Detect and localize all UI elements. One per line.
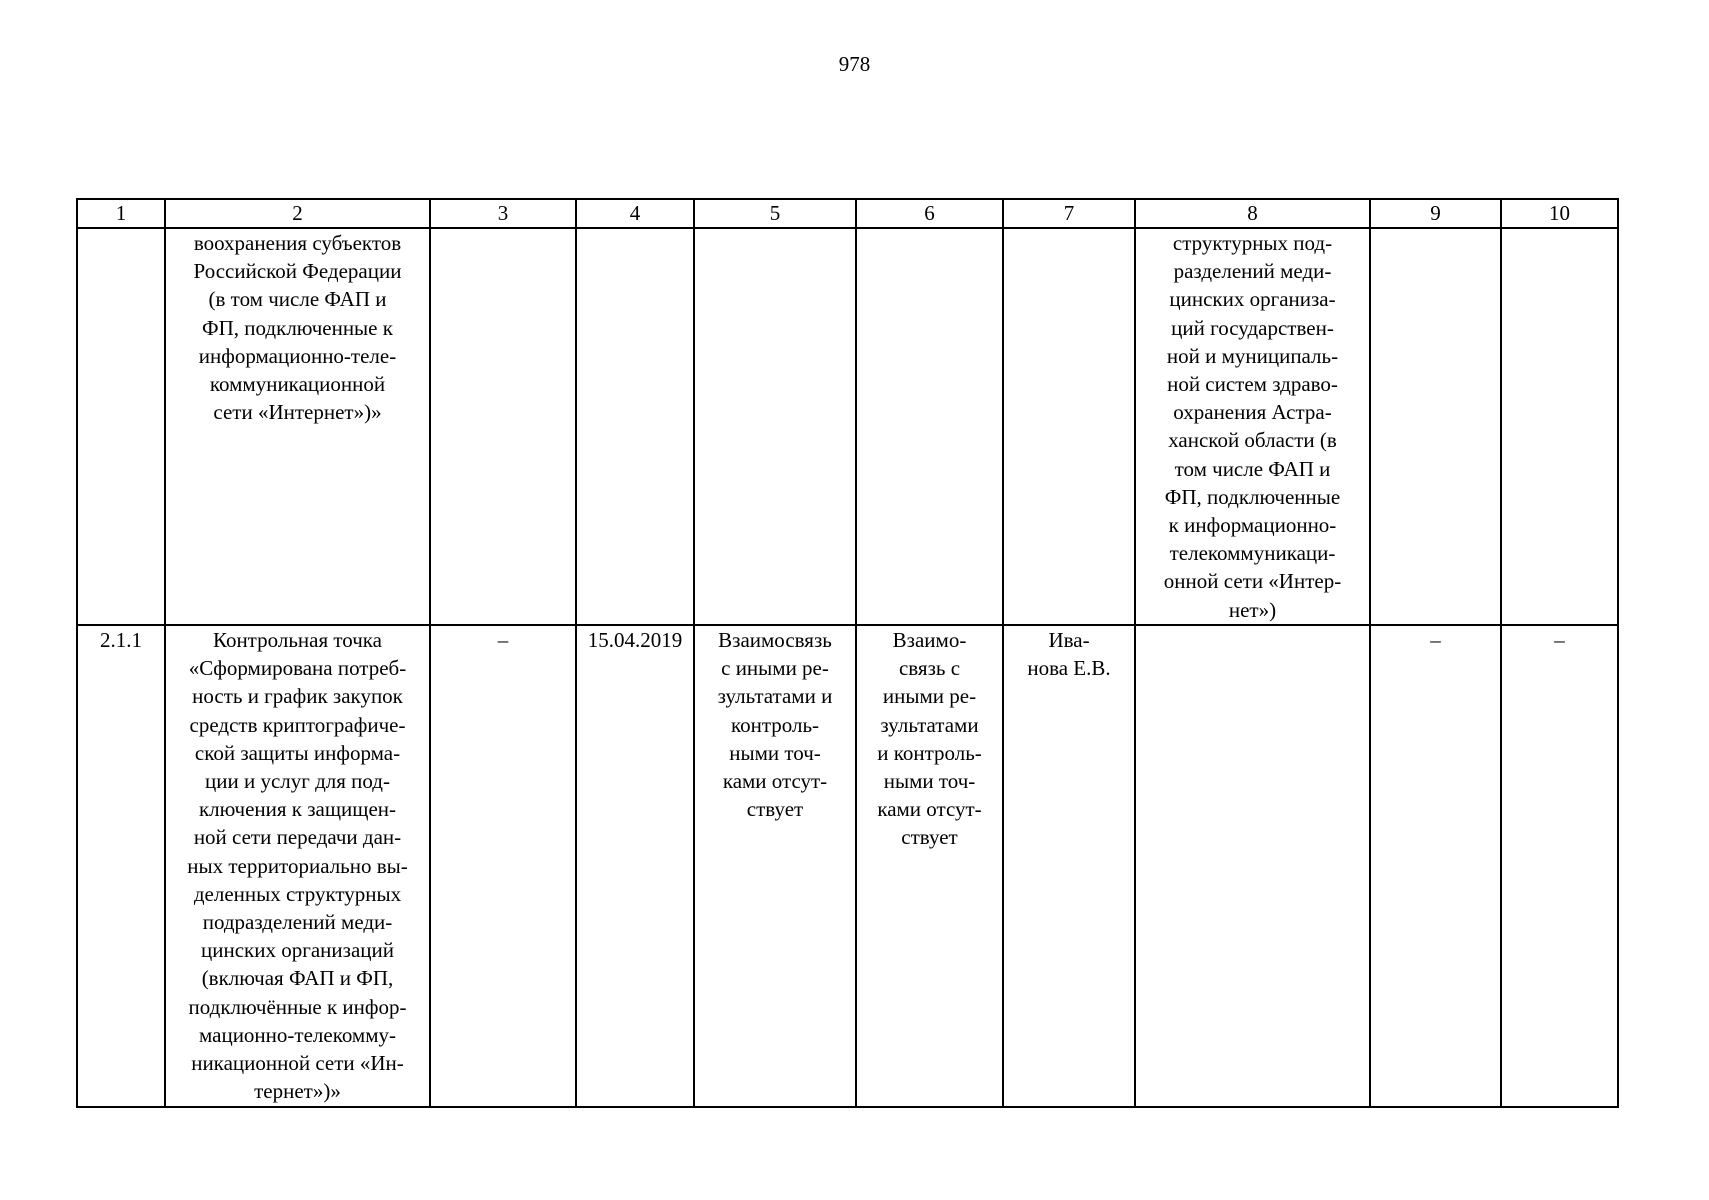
row-number-cell — [77, 228, 165, 625]
header-cell-2: 2 — [165, 199, 430, 228]
responsible-cell: Ива- нова Е.В. — [1003, 625, 1135, 1107]
table-cell — [856, 228, 1003, 625]
description-cell: воохранения субъектов Российской Федерации (в том числе ФАП и ФП, подключенные к информационно-теле- коммуникационной сети «Интернет»)» — [165, 228, 430, 625]
header-cell-7: 7 — [1003, 199, 1135, 228]
header-cell-9: 9 — [1370, 199, 1501, 228]
table-cell: – — [430, 625, 576, 1107]
table-cell: – — [1501, 625, 1618, 1107]
responsible-cell — [1003, 228, 1135, 625]
table-header-row — [77, 199, 1618, 228]
result-description-cell: структурных под- разделений меди- цинских организа- ций государствен- ной и муниципаль- ной систем здраво- охранения Астра- ханской области (в том числе ФАП и ФП, подключенные к информационно- телекоммуникаци- онной сети «Интер- нет») — [1135, 228, 1370, 625]
date-cell — [576, 228, 694, 625]
result-description-cell — [1135, 625, 1370, 1107]
table-cell: – — [1370, 625, 1501, 1107]
plan-table — [76, 198, 1619, 1108]
table-cell — [694, 228, 856, 625]
date-cell: 15.04.2019 — [576, 625, 694, 1107]
table-cell: Взаимосвязь с иными ре- зультатами и контроль- ными точ- ками отсут- ствует — [694, 625, 856, 1107]
header-cell-1: 1 — [77, 199, 165, 228]
header-cell-4: 4 — [576, 199, 694, 228]
table-cell — [430, 228, 576, 625]
header-cell-8: 8 — [1135, 199, 1370, 228]
table-row — [77, 228, 1618, 625]
table-cell: Взаимо- связь с иными ре- зультатами и контроль- ными точ- ками отсут- ствует — [856, 625, 1003, 1107]
header-cell-6: 6 — [856, 199, 1003, 228]
description-cell: Контрольная точка «Сформирована потреб- ность и график закупок средств криптографиче- ской защиты информа- ции и услуг для под- ключения к защищен- ной сети передачи дан- ных территориально вы- деленных структурных подразделений меди- цинских организаций (включая ФАП и ФП, подключённые к инфор- мационно-телекомму- никационной сети «Ин- тернет»)» — [165, 625, 430, 1107]
header-cell-5: 5 — [694, 199, 856, 228]
table-cell — [1370, 228, 1501, 625]
page-number: 978 — [838, 52, 871, 76]
table-row — [77, 625, 1618, 1107]
row-number-cell: 2.1.1 — [77, 625, 165, 1107]
table-cell — [1501, 228, 1618, 625]
header-cell-10: 10 — [1501, 199, 1618, 228]
header-cell-3: 3 — [430, 199, 576, 228]
